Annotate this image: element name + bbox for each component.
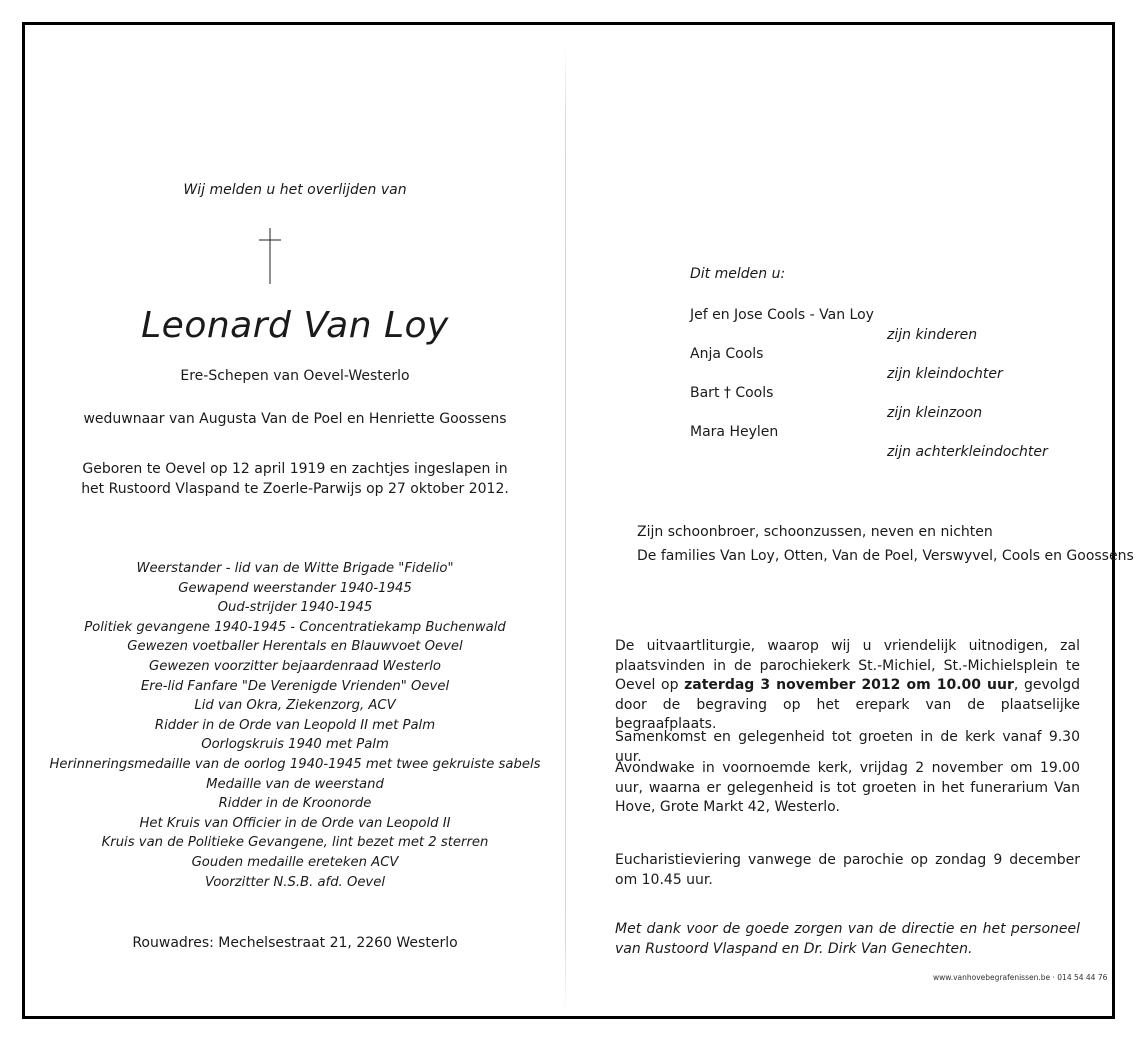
right-page: [565, 25, 1134, 1016]
title-item: Het Kruis van Officier in de Orde van Leopold II: [139, 815, 451, 831]
funeral-text-1: De uitvaartliturgie, waarop wij u vriendelijk uitnodigen, zal plaatsvinden in de parochiekerk St.-Michiel, St.-Michielsplein te Oevel op: [615, 638, 1080, 693]
title-item: Medaille van de weerstand: [206, 776, 384, 792]
family-line-2: De families Van Loy, Otten, Van de Poel, Verswyvel, Cools en Goossens: [637, 548, 1134, 564]
mourner-relation: zijn kinderen: [887, 327, 978, 343]
cross-icon: [259, 228, 281, 284]
thanks-text: Met dank voor de goede zorgen van de directie en het personeel van Rustoord Vlaspand en Dr. Dirk Van Genechten.: [615, 921, 1080, 957]
title-item: Gewezen voetballer Herentals en Blauwvoet Oevel: [127, 639, 463, 655]
birth-line-2: het Rustoord Vlaspand te Zoerle-Parwijs op 27 oktober 2012.: [81, 481, 509, 497]
title-item: Lid van Okra, Ziekenzorg, ACV: [194, 698, 396, 714]
funeral-home-footer: www.vanhovebegrafenissen.be · 014 54 44 76: [933, 973, 1108, 982]
mourner-relation: zijn kleinzoon: [887, 405, 983, 421]
widower-line: weduwnaar van Augusta Van de Poel en Henriette Goossens: [83, 411, 507, 427]
title-item: Ere-lid Fanfare "De Verenigde Vrienden" Oevel: [140, 678, 450, 694]
titles-list: [25, 559, 565, 892]
funeral-text-2: , gevolgd door de begraving op het erepark van de plaatselijke begraafplaats.: [615, 677, 1081, 732]
deceased-name: Leonard Van Loy: [141, 305, 449, 346]
birth-line-1: Geboren te Oevel op 12 april 1919 en zachtjes ingeslapen in: [82, 461, 508, 477]
title-item: Ridder in de Kroonorde: [218, 796, 372, 812]
left-page: [25, 25, 565, 1016]
funeral-date: zaterdag 3 november 2012 om 10.00 uur: [684, 677, 1014, 693]
title-item: Gewapend weerstander 1940-1945: [178, 580, 412, 596]
title-item: Ridder in de Orde van Leopold II met Palm: [154, 717, 436, 733]
title-item: Voorzitter N.S.B. afd. Oevel: [204, 874, 386, 890]
vigil-text: Avondwake in voornoemde kerk, vrijdag 2 november om 19.00 uur, waarna er gelegenheid is tot groeten in het funerarium Van Hove, Grote Markt 42, Westerlo.: [615, 760, 1080, 815]
title-item: Oud-strijder 1940-1945: [217, 600, 373, 616]
mourner-name: Mara Heylen: [690, 424, 779, 440]
title-item: Weerstander - lid van de Witte Brigade "Fidelio": [136, 561, 454, 576]
mourner-name: Bart † Cools: [690, 385, 774, 401]
funeral-announcement: [615, 637, 1080, 735]
intro-text: Wij melden u het overlijden van: [183, 182, 407, 198]
family-line-1: Zijn schoonbroer, schoonzussen, neven en nichten: [637, 524, 993, 540]
title-item: Gewezen voorzitter bejaardenraad Westerlo: [148, 658, 442, 674]
title-item: Gouden medaille ereteken ACV: [191, 854, 399, 870]
title-item: Herinneringsmedaille van de oorlog 1940-1945 met twee gekruiste sabels: [49, 756, 541, 772]
announced-by-label: Dit melden u:: [690, 266, 786, 282]
gathering-text: Samenkomst en gelegenheid tot groeten in de kerk vanaf 9.30 uur.: [615, 729, 1080, 765]
title-item: Kruis van de Politieke Gevangene, lint bezet met 2 sterren: [101, 835, 489, 851]
title-item: Politiek gevangene 1940-1945 - Concentratiekamp Buchenwald: [84, 619, 506, 635]
mourner-relation: zijn achterkleindochter: [887, 444, 1048, 460]
birth-death-text: [25, 459, 565, 499]
eucharist-text: Eucharistieviering vanwege de parochie op zondag 9 december om 10.45 uur.: [615, 852, 1080, 888]
honorary-title: Ere-Schepen van Oevel-Westerlo: [180, 368, 410, 384]
mourner-name: Jef en Jose Cools - Van Loy: [690, 307, 874, 323]
mourning-address: Rouwadres: Mechelsestraat 21, 2260 Westerlo: [132, 935, 458, 951]
extended-family: [637, 520, 1134, 568]
mourner-relation: zijn kleindochter: [887, 366, 1003, 382]
mourner-name: Anja Cools: [690, 346, 764, 362]
title-item: Oorlogskruis 1940 met Palm: [201, 737, 389, 753]
memorial-card: [22, 22, 1134, 1019]
